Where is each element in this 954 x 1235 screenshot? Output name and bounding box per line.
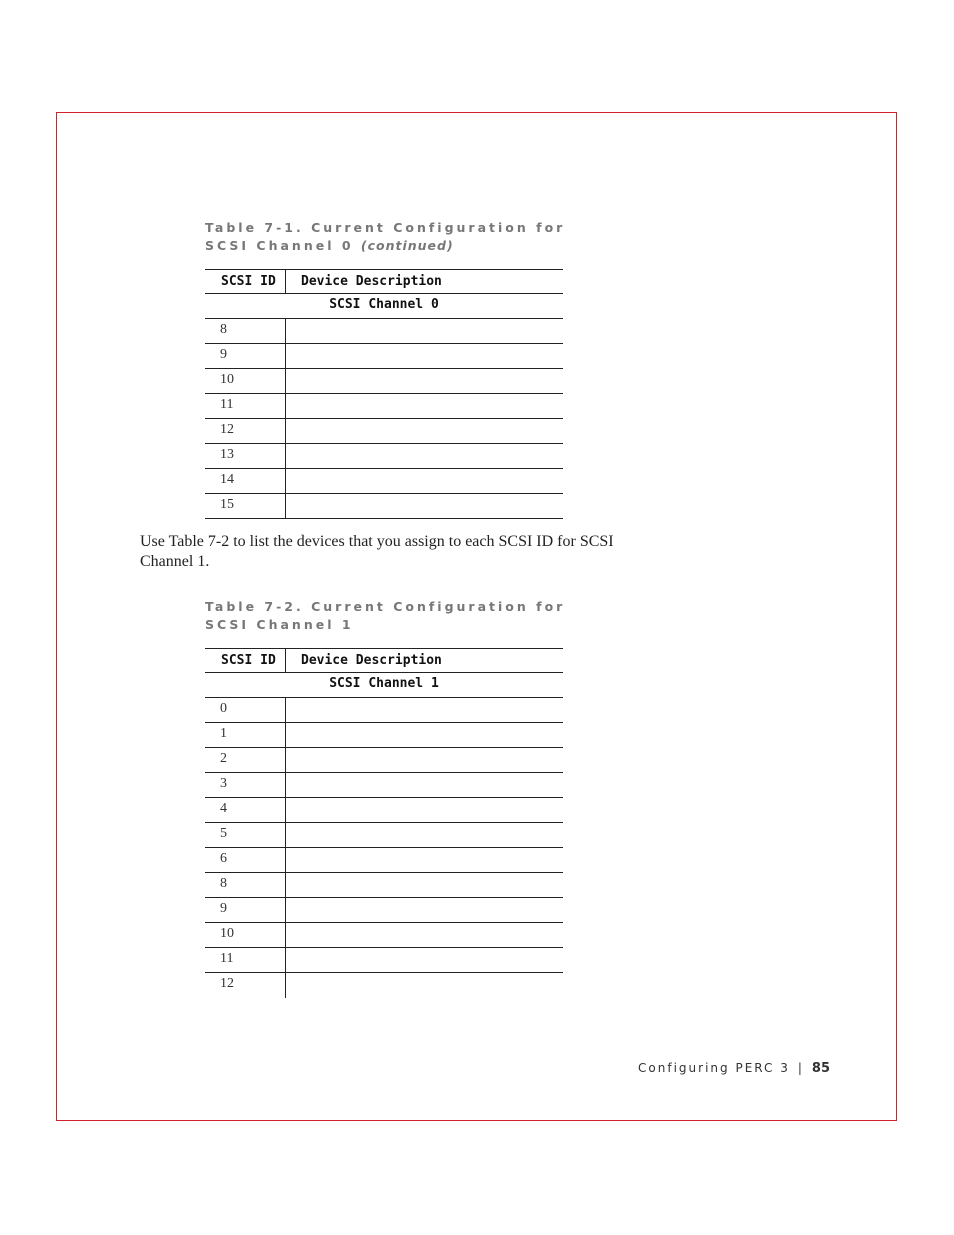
device-description-cell	[286, 898, 563, 922]
device-description-cell	[286, 773, 563, 797]
device-description-cell	[286, 469, 563, 493]
table-row	[205, 698, 563, 723]
scsi-id-cell: 9	[205, 898, 286, 922]
table-row	[205, 798, 563, 823]
table1-group-label: SCSI Channel 0	[205, 294, 563, 319]
table-row	[205, 723, 563, 748]
table-row	[205, 319, 563, 344]
body-paragraph: Use Table 7-2 to list the devices that you assign to each SCSI ID for SCSI Channel 1.	[140, 533, 614, 570]
device-description-cell	[286, 848, 563, 872]
table-row	[205, 419, 563, 444]
table1	[205, 269, 563, 519]
scsi-id-cell: 3	[205, 773, 286, 797]
device-description-cell	[286, 923, 563, 947]
device-description-cell	[286, 748, 563, 772]
table-row	[205, 823, 563, 848]
table1-caption	[205, 219, 585, 255]
scsi-id-cell: 12	[205, 419, 286, 443]
device-description-cell	[286, 798, 563, 822]
table-row	[205, 948, 563, 973]
scsi-id-cell: 11	[205, 394, 286, 418]
scsi-id-cell: 11	[205, 948, 286, 972]
table1-caption-text: Table 7-1. Current Configuration for SCSI Channel 0	[205, 220, 566, 253]
device-description-cell	[286, 973, 563, 998]
scsi-id-cell: 14	[205, 469, 286, 493]
scsi-id-cell: 1	[205, 723, 286, 747]
table-row	[205, 494, 563, 519]
device-description-cell	[286, 823, 563, 847]
table2-col-scsi-id: SCSI ID	[205, 649, 286, 672]
table-row	[205, 873, 563, 898]
table1-caption-suffix: (continued)	[360, 238, 454, 253]
scsi-id-cell: 4	[205, 798, 286, 822]
table2-header	[205, 648, 563, 673]
scsi-id-cell: 15	[205, 494, 286, 518]
table-row	[205, 773, 563, 798]
scsi-id-cell: 10	[205, 369, 286, 393]
table-row	[205, 748, 563, 773]
table-row	[205, 469, 563, 494]
table-row	[205, 923, 563, 948]
table1-header	[205, 269, 563, 294]
table-row	[205, 344, 563, 369]
device-description-cell	[286, 948, 563, 972]
scsi-id-cell: 6	[205, 848, 286, 872]
footer-separator: |	[797, 1061, 802, 1075]
scsi-id-cell: 0	[205, 698, 286, 722]
table-row	[205, 898, 563, 923]
scsi-id-cell: 2	[205, 748, 286, 772]
table2-caption-text: Table 7-2. Current Configuration for SCSI Channel 1	[205, 599, 566, 632]
table-row	[205, 444, 563, 469]
device-description-cell	[286, 494, 563, 518]
device-description-cell	[286, 419, 563, 443]
device-description-cell	[286, 344, 563, 368]
table1-col-scsi-id: SCSI ID	[205, 270, 286, 293]
scsi-id-cell: 8	[205, 319, 286, 343]
table-row	[205, 394, 563, 419]
scsi-id-cell: 10	[205, 923, 286, 947]
device-description-cell	[286, 873, 563, 897]
scsi-id-cell: 9	[205, 344, 286, 368]
page-number: 85	[811, 1061, 830, 1076]
device-description-cell	[286, 369, 563, 393]
table2-group-label: SCSI Channel 1	[205, 673, 563, 698]
scsi-id-cell: 12	[205, 973, 286, 998]
device-description-cell	[286, 444, 563, 468]
table2-col-device-description: Device Description	[301, 653, 442, 668]
scsi-id-cell: 13	[205, 444, 286, 468]
footer-section-title: Configuring PERC 3	[638, 1061, 790, 1075]
device-description-cell	[286, 698, 563, 722]
page-footer	[560, 1061, 830, 1076]
table-row	[205, 973, 563, 998]
scsi-id-cell: 8	[205, 873, 286, 897]
table1-col-device-description: Device Description	[301, 274, 442, 289]
table2-caption	[205, 598, 585, 634]
device-description-cell	[286, 394, 563, 418]
device-description-cell	[286, 723, 563, 747]
table2	[205, 648, 563, 998]
scsi-id-cell: 5	[205, 823, 286, 847]
device-description-cell	[286, 319, 563, 343]
table-row	[205, 848, 563, 873]
table-row	[205, 369, 563, 394]
